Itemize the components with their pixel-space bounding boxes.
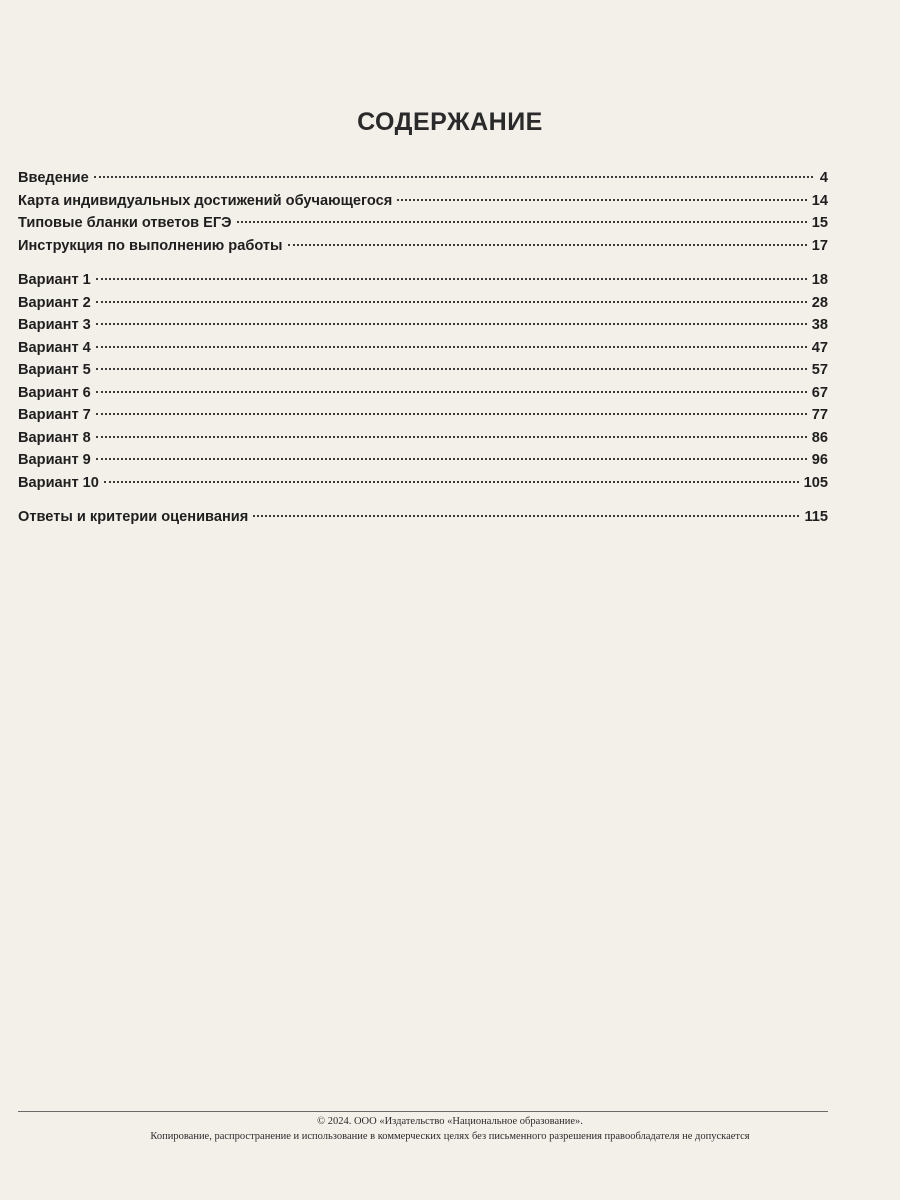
- footer-notice: Копирование, распространение и использование в коммерческих целях без письменного разрешения правообладателя не допускается: [150, 1131, 750, 1142]
- toc-entry[interactable]: [18, 475, 828, 498]
- toc-leader-dots: [96, 301, 807, 303]
- toc-entry[interactable]: [18, 295, 828, 318]
- toc-leader-dots: [96, 458, 807, 460]
- toc-leader-dots: [96, 436, 807, 438]
- footer-copyright: © 2024. ООО «Издательство «Национальное образование».: [317, 1116, 583, 1127]
- toc-leader-dots: [96, 413, 807, 415]
- toc-entry-label: Ответы и критерии оценивания: [18, 509, 249, 525]
- page-footer: [0, 1114, 900, 1144]
- toc-variants: [18, 272, 828, 497]
- toc-entry-label: Вариант 2: [18, 294, 91, 311]
- toc-entry[interactable]: [18, 452, 828, 475]
- toc-entry-page: 105: [803, 474, 828, 491]
- toc-entry-page: 14: [811, 192, 828, 209]
- toc-entry-label: Вариант 7: [18, 407, 91, 423]
- toc-entry-page: 4: [819, 170, 828, 186]
- toc-front-matter: [18, 170, 828, 260]
- toc-entry-page: 47: [811, 339, 828, 356]
- toc-entry-label: Инструкция по выполнению работы: [18, 237, 283, 254]
- toc-entry[interactable]: [18, 193, 828, 216]
- toc-entry[interactable]: [18, 430, 828, 453]
- toc-entry[interactable]: [18, 340, 828, 363]
- toc-entry-page: 17: [811, 237, 828, 254]
- toc-entry[interactable]: [18, 385, 828, 408]
- toc-entry-page: 67: [811, 384, 828, 401]
- toc-entry-label: Вариант 10: [18, 474, 99, 491]
- toc-entry[interactable]: [18, 509, 828, 532]
- toc-entry-page: 86: [811, 429, 828, 446]
- toc-leader-dots: [96, 323, 807, 325]
- toc-entry-label: Вариант 3: [18, 317, 91, 333]
- toc-entry-page: 28: [811, 294, 828, 311]
- toc-leader-dots: [397, 199, 807, 201]
- toc-leader-dots: [96, 346, 807, 348]
- toc-entry-label: Введение: [18, 170, 89, 186]
- toc-entry-label: Карта индивидуальных достижений обучающегося: [18, 192, 393, 209]
- footer-divider: [18, 1111, 828, 1112]
- toc-entry[interactable]: [18, 170, 828, 193]
- toc-entry-label: Вариант 5: [18, 362, 91, 378]
- table-of-contents: [18, 170, 828, 544]
- toc-entry-label: Типовые бланки ответов ЕГЭ: [18, 215, 232, 231]
- toc-entry-page: 115: [804, 509, 828, 525]
- toc-entry[interactable]: [18, 272, 828, 295]
- toc-entry-label: Вариант 9: [18, 452, 91, 468]
- toc-entry[interactable]: [18, 407, 828, 430]
- toc-entry[interactable]: [18, 238, 828, 261]
- toc-leader-dots: [96, 368, 807, 370]
- toc-leader-dots: [96, 391, 807, 393]
- toc-entry-label: Вариант 4: [18, 339, 91, 356]
- toc-entry-label: Вариант 8: [18, 429, 91, 446]
- toc-leader-dots: [104, 481, 799, 483]
- toc-entry-page: 18: [811, 272, 828, 288]
- toc-entry-page: 96: [811, 452, 828, 468]
- toc-entry[interactable]: [18, 215, 828, 238]
- toc-entry-label: Вариант 1: [18, 272, 91, 288]
- toc-leader-dots: [96, 278, 807, 280]
- toc-entry-page: 77: [811, 407, 828, 423]
- toc-leader-dots: [237, 221, 807, 223]
- toc-entry[interactable]: [18, 317, 828, 340]
- toc-entry-page: 57: [811, 362, 828, 378]
- toc-entry-page: 15: [811, 215, 828, 231]
- toc-back-matter: [18, 509, 828, 532]
- toc-leader-dots: [94, 176, 813, 178]
- toc-leader-dots: [253, 515, 799, 517]
- toc-entry-page: 38: [811, 317, 828, 333]
- toc-entry-label: Вариант 6: [18, 384, 91, 401]
- toc-leader-dots: [288, 244, 807, 246]
- toc-entry[interactable]: [18, 362, 828, 385]
- page-title: СОДЕРЖАНИЕ: [357, 108, 543, 136]
